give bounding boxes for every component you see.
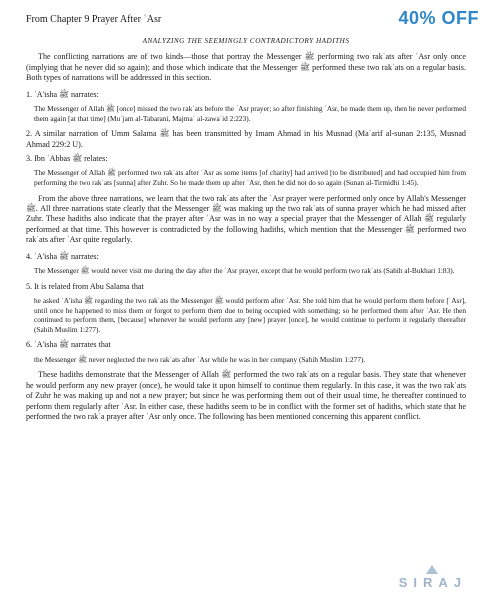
narration-1-quote: The Messenger of Allah ﷺ [once] missed the two rakʿats before the ʿAsr prayer; so after finishing ʿAsr, he made them up, then he never performed them again [at that time] (Muʿjam al-Tabarani, Majmaʿ al-zawaʾid 2:223).	[34, 104, 466, 123]
page-header	[26, 8, 479, 32]
narration-1-head: 1. ʿA'isha ﷺ narrates:	[26, 89, 99, 99]
narration-5-quote: he asked ʿA'isha ﷺ regarding the two rakʿats the Messenger ﷺ would perform after ʿAsr. She told him that he would perform them before [ʿAsr], until once he happened to miss them or forgot to perform them due to being occupied with something; so he performed them after ʿAsr. He then continued to perform them, [because] whenever he would perform any [new] prayer [once], he would continue to perform it regularly thereafter (Sahih Muslim 1:277).	[34, 296, 467, 334]
chapter-heading: From Chapter 9 Prayer After ʿAsr	[26, 14, 162, 25]
discount-badge: 40% OFF	[398, 8, 479, 28]
intro-paragraph: The conflicting narrations are of two kinds—those that portray the Messenger ﷺ performing two rakʿats after ʿAsr only once (implying that he never did so again); and those which indicate that the Messenger ﷺ performed these two rakʿats on a regular basis. Both types of narrations will be addressed in this section.	[26, 52, 466, 83]
section-title: ANALYZING THE SEEMINGLY CONTRADICTORY HADITHS	[142, 37, 350, 45]
narration-4-quote: The Messenger ﷺ would never visit me during the day after the ʿAsr prayer, except that he would perform two rakʿats (Sahih al-Bukhari 1:83).	[34, 266, 455, 276]
narration-6-quote: the Messenger ﷺ never neglected the two rakʿats after ʿAsr while he was in her company (Sahih Muslim 1:277).	[34, 354, 366, 364]
narration-3-quote: The Messenger of Allah ﷺ performed two rakʿats after ʿAsr as some items [of charity] had arrived [to be distributed] and had occupied him from performing the two rakʿats [sunna] after Zuhr. So he made them up after ʿAsr, then he did not do so again (Sunan al-Tirmidhi 1:45).	[34, 168, 466, 188]
conclusion-paragraph: These hadiths demonstrate that the Messenger of Allah ﷺ performed the two rakʿats on a regular basis. They state that whenever he would perform any new prayer (once), he would take it upon himself to continue them regularly. In this case, it was the two rakʿats of Zuhr he was making up and not a new prayer; but since he was performing them out of their usual time, he thereafter continued to perform them regularly after ʿAsr. In either case, these hadiths seem to be in conflict with the former set of hadiths, which state that he performed the two rakʿa prayer after ʿAsr only once. The following has been mentioned concerning this apparent conflict.	[26, 370, 466, 422]
narration-2-head: 2. A similar narration of Umm Salama ﷺ has been transmitted by Imam Ahmad in his Musnad (Maʿarif al-sunan 2:135, Musnad Ahmad 229:2 U).	[26, 129, 466, 149]
narration-5-head: 5. It is related from Abu Salama that	[26, 281, 144, 291]
narration-4-head: 4. ʿA'isha ﷺ narrates:	[26, 251, 99, 261]
siraj-logo-icon	[426, 565, 438, 574]
page-body	[26, 36, 466, 428]
siraj-logo: SIRAJ	[398, 575, 467, 590]
analysis-paragraph: From the above three narrations, we learn that the two rakʿats after the ʿAsr prayer were performed only once by Allah's Messenger ﷺ. All three narrations state clearly that the Messenger ﷺ was making up the two rakʿats of sunna prayer which he had missed after Zuhr. These hadiths also indicate that the prayer after ʿAsr was in no way a special prayer that the Messenger of Allah ﷺ regularly performed at that time. This however is contradicted by the following hadiths, which mention that the Messenger ﷺ performed two rakʿats after ʿAsr quite regularly.	[26, 193, 466, 245]
narration-6-head: 6. ʿA'isha ﷺ narrates that	[26, 340, 111, 350]
narration-3-head: 3. Ibn ʿAbbas ﷺ relates:	[26, 154, 108, 164]
